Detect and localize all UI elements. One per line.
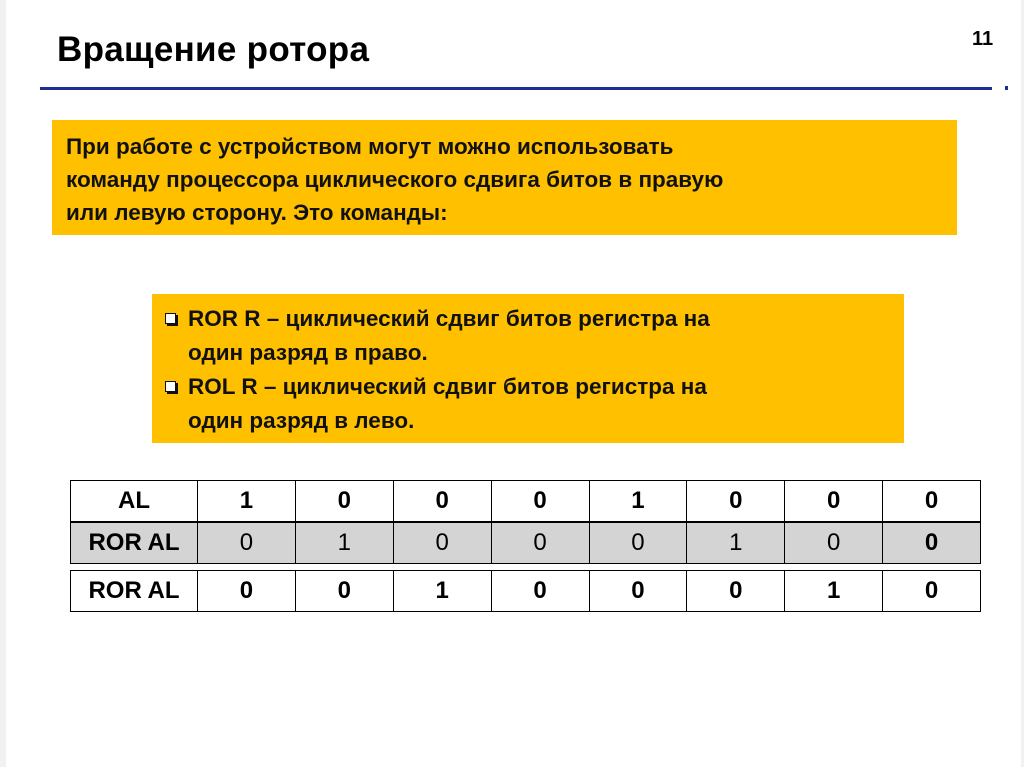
checkbox-square-icon — [164, 302, 188, 370]
bit-cell: 0 — [198, 522, 296, 564]
intro-line: или левую сторону. Это команды: — [66, 200, 448, 225]
bit-cell: 0 — [589, 522, 687, 564]
bit-rotation-table — [70, 480, 981, 612]
table-row-ror-al-1 — [71, 522, 981, 564]
commands-box — [152, 294, 904, 443]
command-line: один разряд в право. — [188, 340, 428, 365]
title-divider — [40, 87, 992, 90]
command-item-rol — [164, 370, 894, 438]
bit-cell: 0 — [393, 522, 491, 564]
table-row-al — [71, 481, 981, 523]
slide-title: Вращение ротора — [57, 30, 370, 69]
bit-cell: 0 — [295, 481, 393, 523]
table-separator — [71, 564, 981, 571]
intro-text-box — [52, 120, 957, 235]
row-label: ROR AL — [71, 522, 198, 564]
checkbox-square-icon — [164, 370, 188, 438]
bit-cell: 1 — [589, 481, 687, 523]
intro-line: команду процессора циклического сдвига битов в правую — [66, 167, 724, 192]
bit-cell: 0 — [491, 481, 589, 523]
bit-cell: 0 — [883, 571, 981, 612]
bit-cell: 0 — [491, 571, 589, 612]
command-item-ror — [164, 302, 894, 370]
bit-cell: 0 — [589, 571, 687, 612]
bit-cell: 1 — [687, 522, 785, 564]
separator-cell — [71, 564, 981, 571]
command-line: ROR R – циклический сдвиг битов регистра на — [188, 306, 710, 331]
command-line: ROL R – циклический сдвиг битов регистра на — [188, 374, 707, 399]
row-label: AL — [71, 481, 198, 523]
bit-cell: 0 — [687, 571, 785, 612]
bit-cell: 0 — [785, 522, 883, 564]
slide-frame-left — [0, 0, 6, 767]
bit-cell: 0 — [393, 481, 491, 523]
bit-cell: 1 — [393, 571, 491, 612]
slide-number: 11 — [972, 28, 994, 50]
bit-cell: 0 — [295, 571, 393, 612]
bit-cell: 0 — [198, 571, 296, 612]
bit-cell: 1 — [295, 522, 393, 564]
row-label: ROR AL — [71, 571, 198, 612]
bit-cell: 1 — [785, 571, 883, 612]
bit-cell: 0 — [491, 522, 589, 564]
title-divider-accent — [1005, 86, 1008, 90]
intro-line: При работе с устройством могут можно использовать — [66, 134, 674, 159]
bit-cell: 1 — [198, 481, 296, 523]
bit-cell: 0 — [883, 522, 981, 564]
bit-cell: 0 — [883, 481, 981, 523]
bit-cell: 0 — [785, 481, 883, 523]
table-row-ror-al-2 — [71, 571, 981, 612]
bit-cell: 0 — [687, 481, 785, 523]
command-line: один разряд в лево. — [188, 408, 415, 433]
